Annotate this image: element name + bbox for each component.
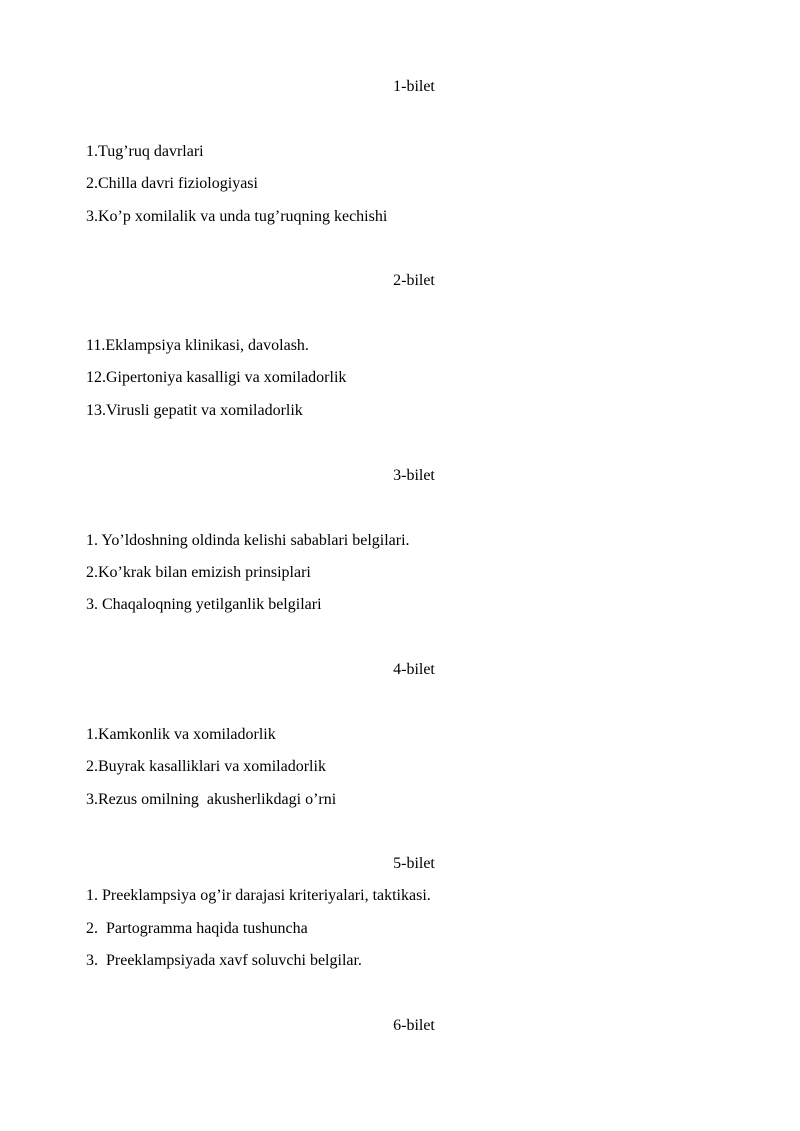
ticket-1-question-3: 3.Ko’p xomilalik va unda tug’ruqning kechishi xyxy=(86,208,388,225)
ticket-4-question-3: 3.Rezus omilning akusherlikdagi o’rni xyxy=(86,791,337,808)
ticket-3-question-3: 3. Chaqaloqning yetilganlik belgilari xyxy=(86,596,322,613)
ticket-2-question-2: 12.Gipertoniya kasalligi va xomiladorlik xyxy=(86,369,347,386)
ticket-2-question-3: 13.Virusli gepatit va xomiladorlik xyxy=(86,402,303,419)
ticket-4-question-2: 2.Buyrak kasalliklari va xomiladorlik xyxy=(86,758,326,775)
ticket-5-question-3: 3. Preeklampsiyada xavf soluvchi belgilar. xyxy=(86,952,362,969)
ticket-5-question-2: 2. Partogramma haqida tushuncha xyxy=(86,920,308,937)
ticket-4-title: 4-bilet xyxy=(393,661,435,678)
ticket-5-question-1: 1. Preeklampsiya og’ir darajasi kriteriyalari, taktikasi. xyxy=(86,887,431,904)
ticket-5-title: 5-bilet xyxy=(393,855,435,872)
ticket-1-title: 1-bilet xyxy=(393,78,435,95)
ticket-2-question-1: 11.Eklampsiya klinikasi, davolash. xyxy=(86,337,309,354)
ticket-1-question-1: 1.Tug’ruq davrlari xyxy=(86,143,204,160)
ticket-4-question-1: 1.Kamkonlik va xomiladorlik xyxy=(86,726,276,743)
ticket-6-title: 6-bilet xyxy=(393,1017,435,1034)
ticket-3-question-2: 2.Ko’krak bilan emizish prinsiplari xyxy=(86,564,311,581)
ticket-1-question-2: 2.Chilla davri fiziologiyasi xyxy=(86,175,258,192)
ticket-2-title: 2-bilet xyxy=(393,272,435,289)
ticket-3-question-1: 1. Yo’ldoshning oldinda kelishi sabablari belgilari. xyxy=(86,532,410,549)
ticket-3-title: 3-bilet xyxy=(393,467,435,484)
